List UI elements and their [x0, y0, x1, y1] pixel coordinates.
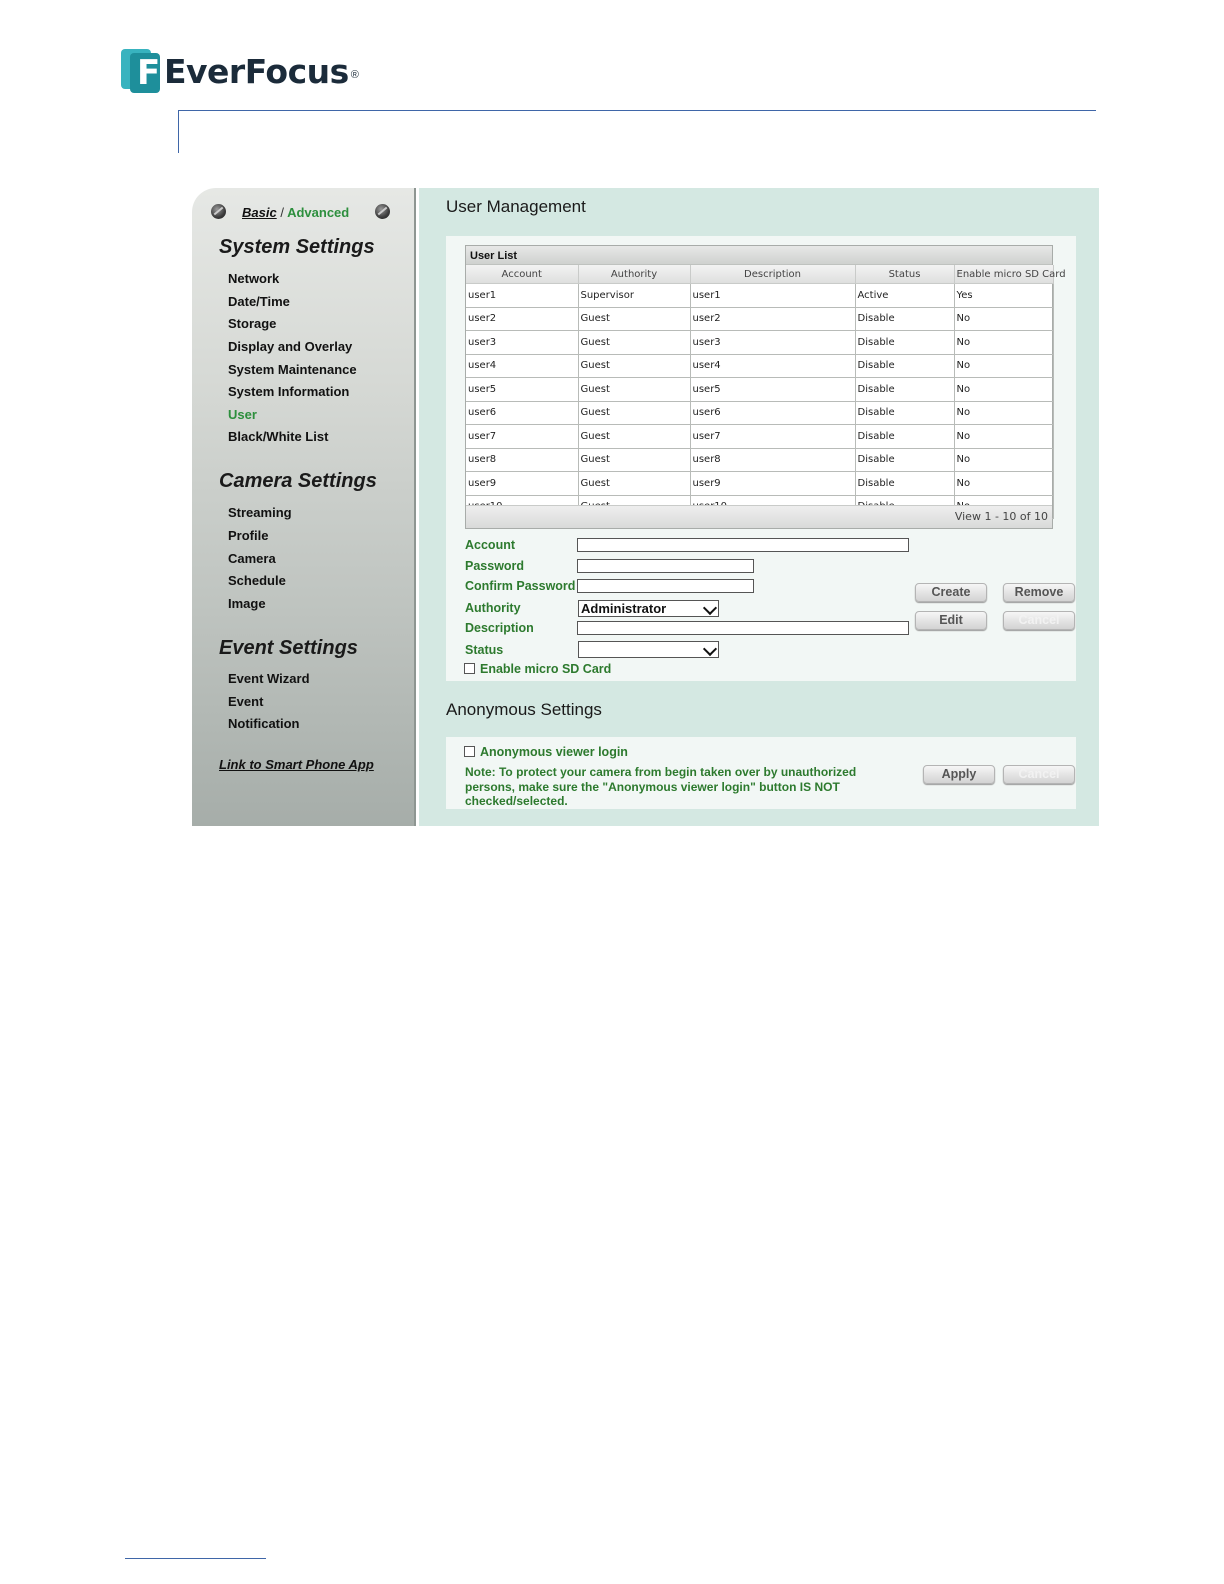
smart-phone-app-link[interactable]: Link to Smart Phone App: [219, 757, 374, 772]
authority-select-value: Administrator: [581, 601, 667, 616]
cell-description: user9: [690, 472, 855, 496]
table-row[interactable]: [466, 378, 1053, 402]
cell-status: Disable: [855, 307, 954, 331]
account-label: Account: [465, 538, 515, 552]
everfocus-logo-text: EverFocus: [164, 51, 349, 91]
user-list-caption: User List: [466, 246, 1052, 265]
screw-icon: [375, 204, 390, 219]
cell-authority: Guest: [578, 331, 690, 355]
authority-label: Authority: [465, 601, 521, 615]
cell-account: user6: [466, 401, 578, 425]
cell-enable-sd: No: [954, 378, 1053, 402]
edit-button[interactable]: Edit: [915, 611, 987, 630]
user-list-table: [466, 265, 1066, 519]
description-input[interactable]: [577, 621, 909, 635]
sidebar-item-black-white-list[interactable]: Black/White List: [228, 429, 329, 444]
anonymous-note: Note: To protect your camera from begin taken over by unauthorized persons, make sure the "Anonymous viewer login" button IS NOT checked/selected.: [465, 765, 857, 808]
column-header-account[interactable]: Account: [466, 265, 578, 284]
everfocus-logo: [121, 48, 359, 94]
cell-account: user5: [466, 378, 578, 402]
sidebar-item-image[interactable]: Image: [228, 596, 266, 611]
cell-status: Disable: [855, 354, 954, 378]
cell-account: user4: [466, 354, 578, 378]
basic-mode-link[interactable]: Basic: [242, 205, 277, 220]
table-row[interactable]: [466, 472, 1053, 496]
column-header-description[interactable]: Description: [690, 265, 855, 284]
cell-enable-sd: No: [954, 307, 1053, 331]
column-header-authority[interactable]: Authority: [578, 265, 690, 284]
table-header-row: [466, 265, 1053, 284]
cell-authority: Guest: [578, 354, 690, 378]
cell-authority: Guest: [578, 401, 690, 425]
cell-status: Disable: [855, 331, 954, 355]
cell-authority: Guest: [578, 425, 690, 449]
sidebar-item-notification[interactable]: Notification: [228, 716, 300, 731]
password-label: Password: [465, 559, 525, 573]
anonymous-settings-panel: [446, 737, 1076, 809]
cell-description: user2: [690, 307, 855, 331]
description-label: Description: [465, 621, 534, 635]
password-input[interactable]: [577, 559, 754, 573]
cell-status: Disable: [855, 448, 954, 472]
cell-enable-sd: No: [954, 331, 1053, 355]
mode-separator: /: [280, 205, 284, 220]
cell-account: user1: [466, 284, 578, 308]
status-label: Status: [465, 643, 504, 657]
sidebar-item-user[interactable]: User: [228, 407, 257, 422]
sidebar-item-camera[interactable]: Camera: [228, 551, 276, 566]
cell-description: user3: [690, 331, 855, 355]
cell-authority: Guest: [578, 472, 690, 496]
enable-sd-label: Enable micro SD Card: [480, 662, 612, 676]
authority-select[interactable]: [578, 600, 719, 617]
table-row[interactable]: [466, 448, 1053, 472]
cell-authority: Guest: [578, 378, 690, 402]
grid-pager: [466, 505, 1052, 528]
cell-enable-sd: No: [954, 448, 1053, 472]
sidebar: [192, 188, 416, 826]
cell-enable-sd: Yes: [954, 284, 1053, 308]
chevron-down-icon: [703, 601, 717, 615]
sidebar-item-schedule[interactable]: Schedule: [228, 573, 286, 588]
cell-authority: Guest: [578, 448, 690, 472]
user-list-grid: [465, 245, 1066, 529]
advanced-mode-link[interactable]: Advanced: [287, 205, 350, 220]
main-content: [419, 188, 1099, 826]
sidebar-item-date-time[interactable]: Date/Time: [228, 294, 290, 309]
cell-status: Disable: [855, 401, 954, 425]
everfocus-logo-mark: F: [121, 49, 160, 93]
cancel-edit-button[interactable]: Cancel: [1003, 611, 1075, 630]
cell-enable-sd: No: [954, 472, 1053, 496]
cell-account: user9: [466, 472, 578, 496]
camera-web-ui-screenshot: [192, 188, 1099, 826]
cell-status: Disable: [855, 425, 954, 449]
cell-account: user7: [466, 425, 578, 449]
column-header-enable-sd[interactable]: Enable micro SD Card: [954, 265, 1053, 284]
apply-button[interactable]: Apply: [923, 765, 995, 784]
cell-description: user1: [690, 284, 855, 308]
sidebar-item-event-wizard[interactable]: Event Wizard: [228, 671, 310, 686]
cell-authority: Supervisor: [578, 284, 690, 308]
system-settings-heading: System Settings: [219, 236, 375, 258]
anonymous-login-checkbox[interactable]: [464, 746, 475, 757]
cell-description: user5: [690, 378, 855, 402]
confirm-password-label: Confirm Password: [465, 579, 576, 593]
cell-description: user6: [690, 401, 855, 425]
table-row[interactable]: [466, 354, 1053, 378]
mode-switch: [242, 205, 349, 220]
status-select[interactable]: [578, 641, 719, 658]
user-management-panel: [446, 236, 1076, 681]
enable-sd-checkbox[interactable]: [464, 663, 475, 674]
header-rule: [178, 110, 1096, 111]
create-button[interactable]: Create: [915, 583, 987, 602]
screw-icon: [211, 204, 226, 219]
sidebar-item-event[interactable]: Event: [228, 694, 264, 709]
column-header-status[interactable]: Status: [855, 265, 954, 284]
registered-mark: ®: [350, 69, 359, 81]
event-settings-heading: Event Settings: [219, 637, 358, 659]
chevron-down-icon: [703, 642, 717, 656]
table-row[interactable]: [466, 307, 1053, 331]
footer-rule: [125, 1558, 266, 1559]
anonymous-login-label: Anonymous viewer login: [480, 745, 628, 759]
table-row[interactable]: [466, 401, 1053, 425]
cell-description: user4: [690, 354, 855, 378]
cell-account: user2: [466, 307, 578, 331]
sidebar-item-profile[interactable]: Profile: [228, 528, 269, 543]
sidebar-item-streaming[interactable]: Streaming: [228, 505, 292, 520]
table-row[interactable]: [466, 331, 1053, 355]
account-input[interactable]: [577, 538, 909, 552]
user-management-title: User Management: [446, 197, 586, 216]
table-row[interactable]: [466, 425, 1053, 449]
camera-settings-heading: Camera Settings: [219, 470, 377, 492]
cell-enable-sd: No: [954, 425, 1053, 449]
cell-status: Disable: [855, 472, 954, 496]
cell-account: user3: [466, 331, 578, 355]
cancel-anonymous-button[interactable]: Cancel: [1003, 765, 1075, 784]
sidebar-item-storage[interactable]: Storage: [228, 316, 277, 331]
sidebar-item-system-information[interactable]: System Information: [228, 384, 350, 399]
cell-status: Disable: [855, 378, 954, 402]
header-rule-vertical: [178, 110, 179, 153]
cell-authority: Guest: [578, 307, 690, 331]
pager-text: View 1 - 10 of 10: [954, 510, 1048, 523]
cell-enable-sd: No: [954, 401, 1053, 425]
confirm-password-input[interactable]: [577, 579, 754, 593]
table-row[interactable]: [466, 284, 1053, 308]
cell-account: user8: [466, 448, 578, 472]
remove-button[interactable]: Remove: [1003, 583, 1075, 602]
sidebar-item-display-overlay[interactable]: Display and Overlay: [228, 339, 353, 354]
cell-description: user7: [690, 425, 855, 449]
cell-status: Active: [855, 284, 954, 308]
anonymous-settings-title: Anonymous Settings: [446, 700, 602, 719]
sidebar-item-network[interactable]: Network: [228, 271, 280, 286]
cell-enable-sd: No: [954, 354, 1053, 378]
sidebar-item-system-maintenance[interactable]: System Maintenance: [228, 362, 357, 377]
cell-description: user8: [690, 448, 855, 472]
